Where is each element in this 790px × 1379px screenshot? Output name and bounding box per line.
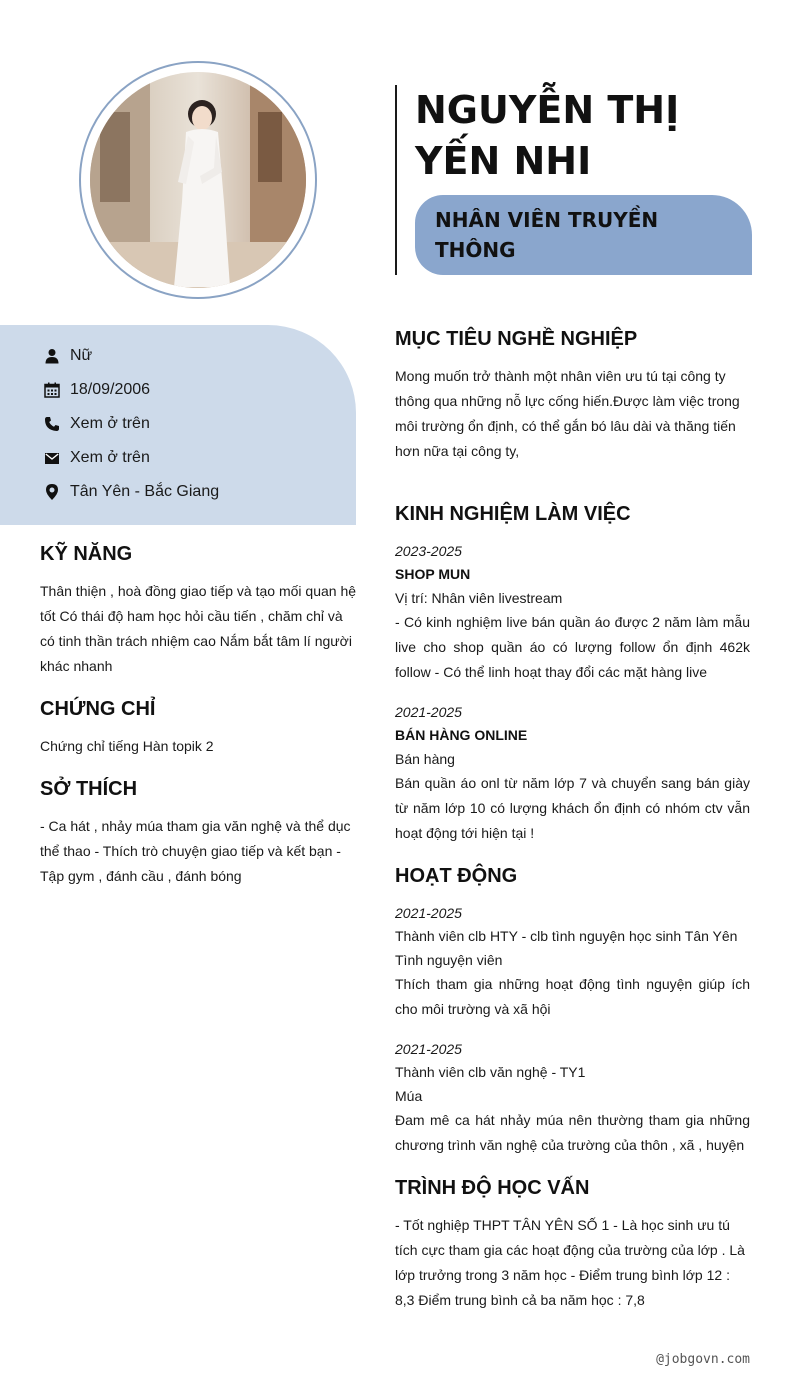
activity-role: Múa [395,1088,423,1104]
gender-row [42,344,92,368]
mail-icon [42,448,62,468]
skills-text: Thân thiện , hoà đồng giao tiếp và tạo mối quan hệ tốt Có thái độ ham học hỏi cầu tiến , chăm chỉ và có tinh thần trách nhiệm cao Nắm bắt tâm lí người khác nhanh [40,583,357,674]
experience-company: BÁN HÀNG ONLINE [395,727,528,743]
address-row [42,480,219,504]
certificates-text: Chứng chỉ tiếng Hàn topik 2 [40,738,214,754]
name-block [395,85,755,275]
experience-description: Bán quần áo onl từ năm lớp 7 và chuyển sang bán giày từ năm lớp 10 có lượng khách ổn định có nhóm ctv vẫn hoạt động tới hiện tại ! [395,775,750,841]
birthday-row [42,378,150,402]
certificates-title: CHỨNG CHỈ [40,698,156,720]
hobbies-text: - Ca hát , nhảy múa tham gia văn nghệ và thể dục thể thao - Thích trò chuyện giao tiếp và kết bạn - Tập gym , đánh cầu , đánh bóng [40,818,351,884]
objective-text: Mong muốn trở thành một nhân viên ưu tú tại công ty thông qua những nỗ lực cống hiến.Được làm việc trong môi trường ổn định, có thể gắn bó lâu dài và thăng tiến hơn nữa tại công ty, [395,368,740,459]
activities-title: HOẠT ĐỘNG [395,865,518,887]
avatar-photo [90,72,306,288]
activity-period: 2021-2025 [395,905,462,921]
avatar [90,72,306,288]
birthday-value: 18/09/2006 [70,381,151,398]
experience-period: 2023-2025 [395,543,462,559]
footer-watermark: @jobgovn.com [656,1352,750,1367]
job-title: NHÂN VIÊN TRUYỀN THÔNG [415,195,752,275]
skills-title: KỸ NĂNG [40,543,133,565]
experience-title: KINH NGHIỆM LÀM VIỆC [395,503,631,525]
activity-period: 2021-2025 [395,1041,462,1057]
calendar-icon [42,380,62,400]
education-title: TRÌNH ĐỘ HỌC VẤN [395,1177,590,1199]
email-row [42,446,150,470]
avatar-frame [79,61,317,299]
email-value: Xem ở trên [70,449,150,466]
address-value: Tân Yên - Bắc Giang [70,483,220,500]
education-text: - Tốt nghiệp THPT TÂN YÊN SỐ 1 - Là học sinh ưu tú tích cực tham gia các hoạt động của trường của lớp . Là lớp trưởng trong 3 năm học - Điểm trung bình lớp 12 : 8,3 Điểm trung bình cả ba năm học : 7,8 [395,1217,745,1308]
activity-role: Tình nguyện viên [395,952,503,968]
objective-title: MỤC TIÊU NGHỀ NGHIỆP [395,328,638,350]
activity-organization: Thành viên clb văn nghệ - TY1 [395,1064,586,1080]
full-name: NGUYỄN THỊ YẾN NHI [415,88,680,183]
experience-position: Vị trí: Nhân viên livestream [395,590,563,606]
activity-description: Đam mê ca hát nhảy múa nên thường tham gia những chương trình văn nghệ của trường của thôn , xã , huyện [395,1112,750,1153]
activity-organization: Thành viên clb HTY - clb tình nguyện học sinh Tân Yên [395,928,738,944]
phone-icon [42,414,62,434]
experience-position: Bán hàng [395,751,455,767]
hobbies-title: SỞ THÍCH [40,778,138,800]
phone-row [42,412,150,436]
location-pin-icon [42,482,62,502]
activity-description: Thích tham gia những hoạt động tình nguyện giúp ích cho môi trường và xã hội [395,976,750,1017]
experience-company: SHOP MUN [395,566,471,582]
experience-period: 2021-2025 [395,704,462,720]
experience-description: - Có kinh nghiệm live bán quần áo được 2 năm làm mẫu live cho shop quần áo có lượng follow ổn định 462k follow - Có thể linh hoạt thay đổi các mặt hàng live [395,614,750,680]
phone-value: Xem ở trên [70,415,150,432]
gender-value: Nữ [70,347,93,364]
person-icon [42,346,62,366]
